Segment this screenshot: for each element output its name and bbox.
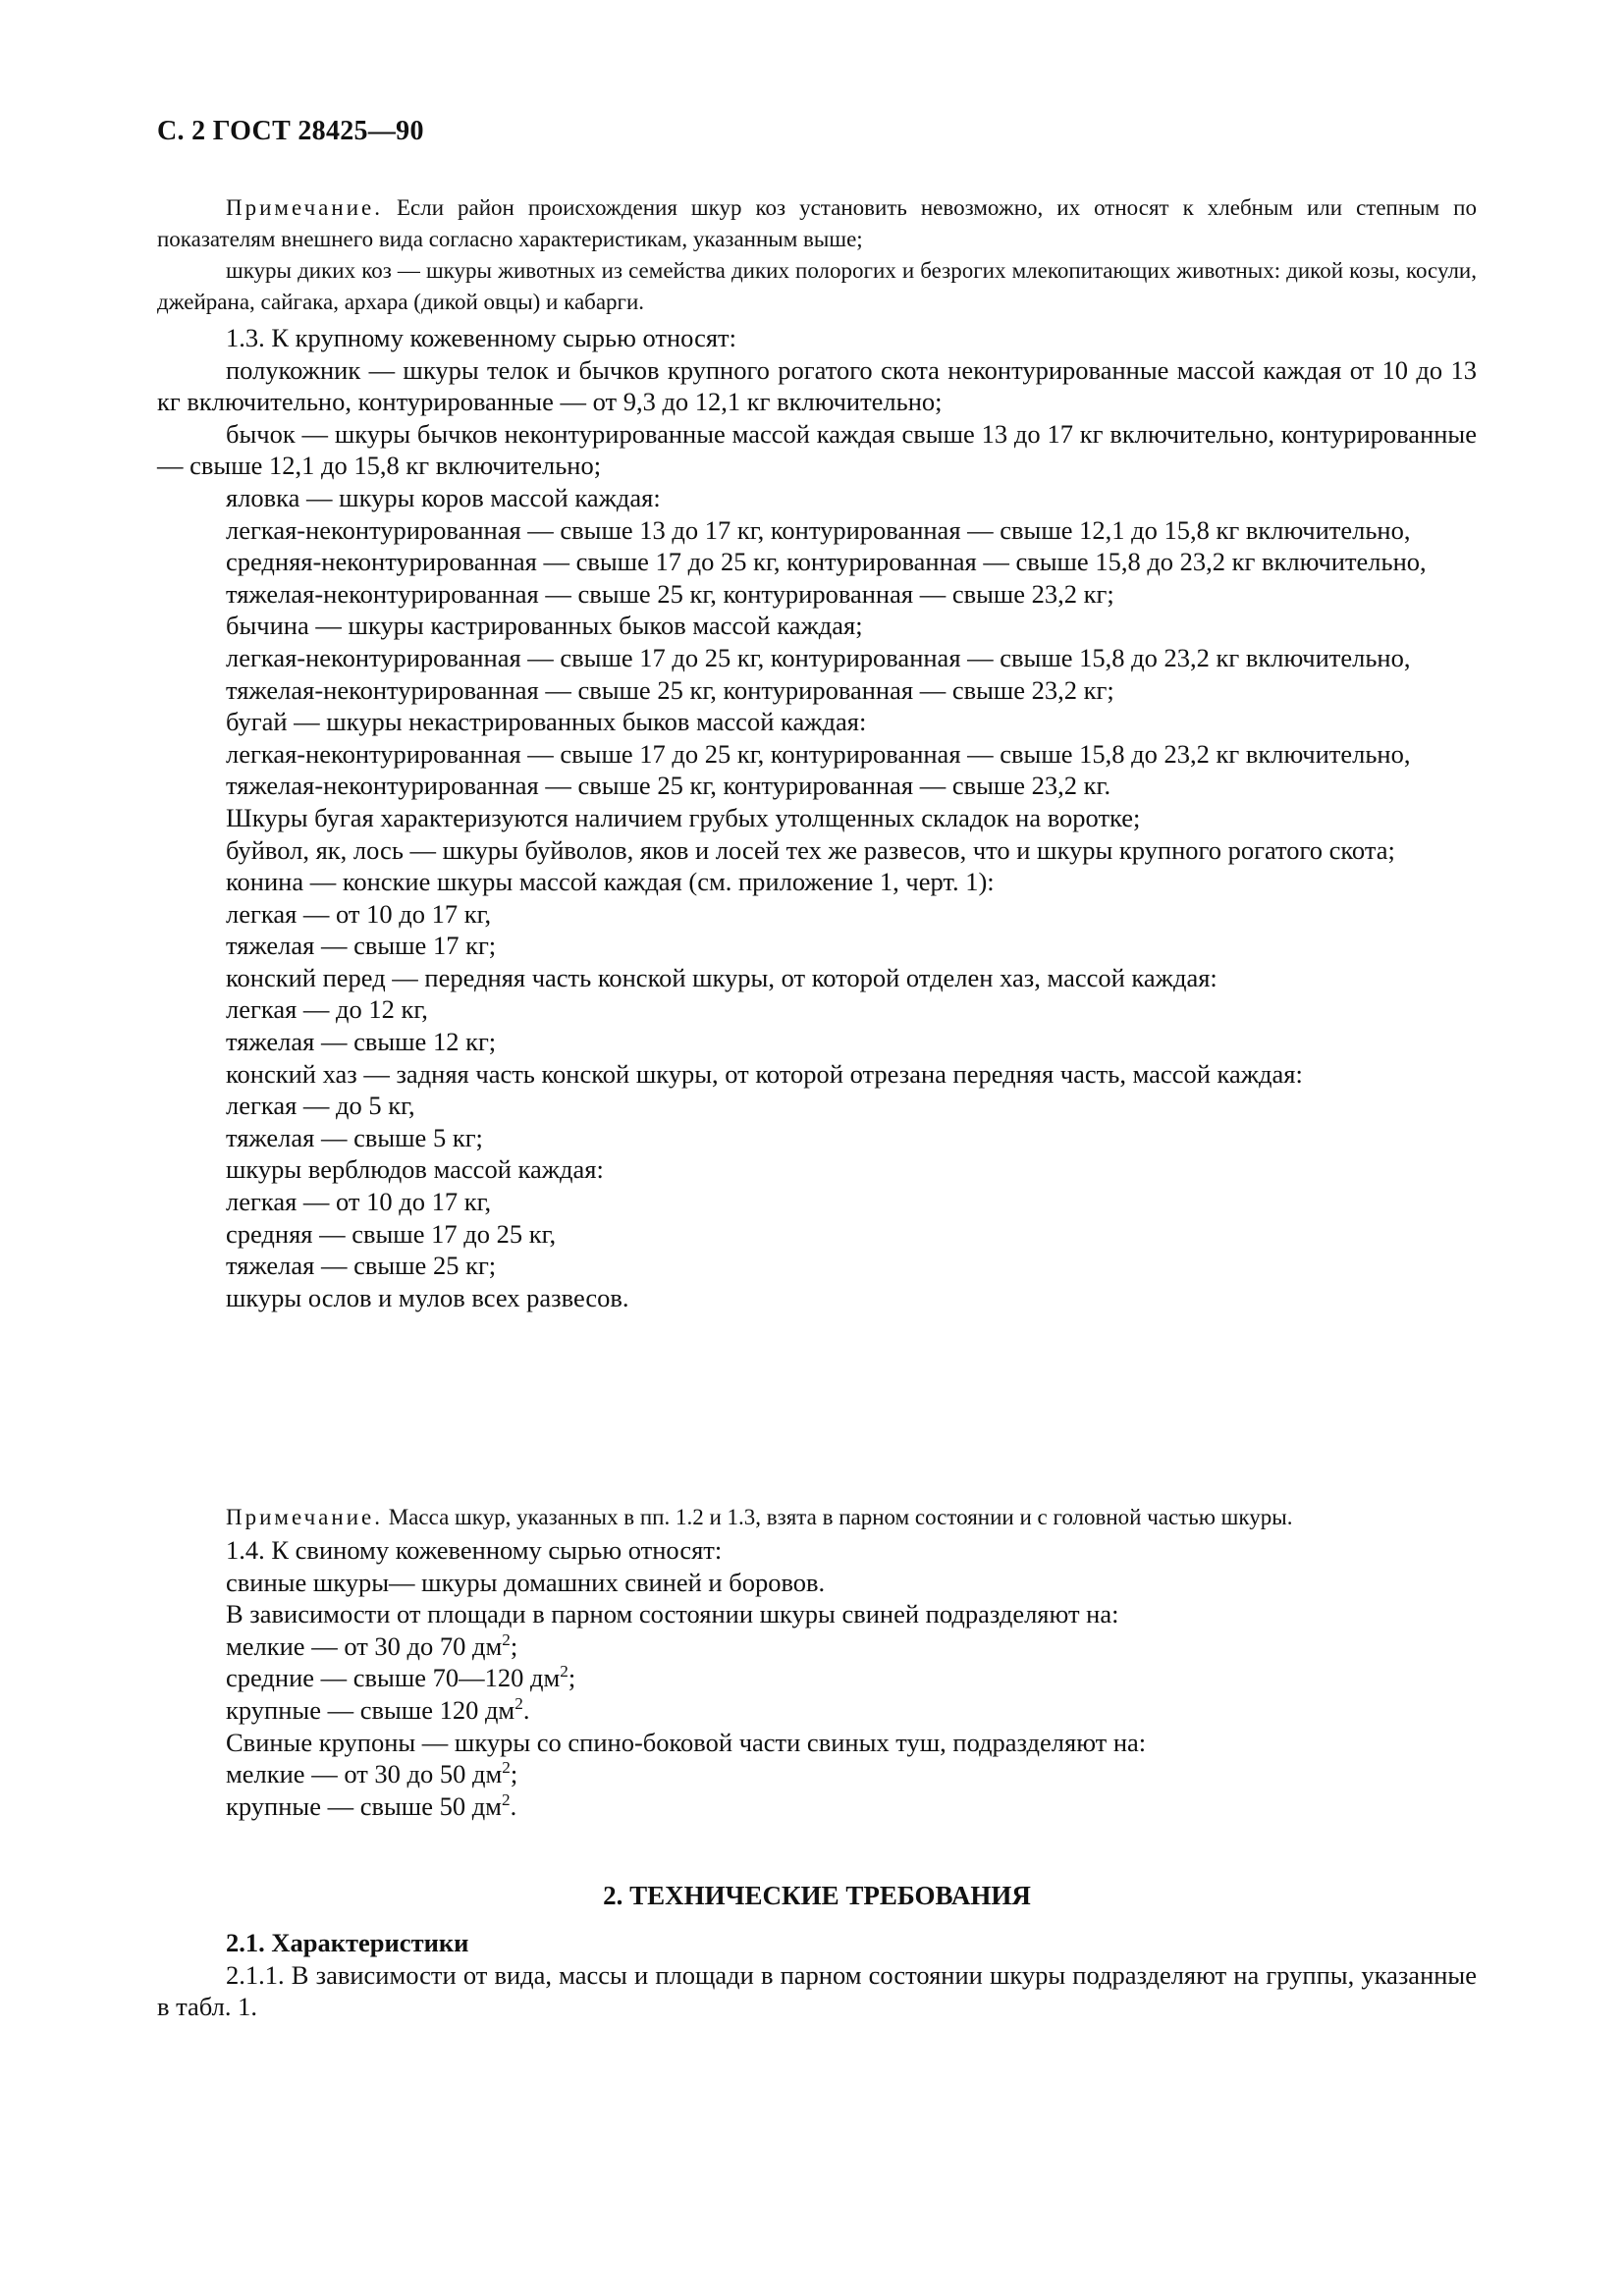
list-item: тяжелая — свыше 17 кг; bbox=[226, 931, 497, 961]
note-1-wild-goats: шкуры диких коз — шкуры животных из семейства диких полорогих и безрогих млекопитающих животных: дикой козы, косули, джейрана, сайгака, архара (дикой овцы) и кабарги. bbox=[157, 258, 1477, 314]
item-end: ; bbox=[510, 1630, 518, 1661]
list-item: тяжелая-неконтурированная — свыше 25 кг, контурированная — свыше 23,2 кг. bbox=[226, 771, 1111, 801]
item-text: крупные — свыше 50 дм bbox=[226, 1790, 502, 1821]
item-text: средние — свыше 70—120 дм bbox=[226, 1663, 561, 1693]
note-1-label: Примечание. bbox=[226, 195, 383, 220]
item-text: мелкие — от 30 до 50 дм bbox=[226, 1759, 503, 1789]
item-text: крупные — свыше 120 дм bbox=[226, 1694, 515, 1725]
list-item: легкая — до 12 кг, bbox=[226, 994, 428, 1025]
list-item: конина — конские шкуры массой каждая (см. приложение 1, черт. 1): bbox=[226, 867, 995, 897]
superscript: 2 bbox=[514, 1694, 523, 1714]
paragraph: 2.1.1. В зависимости от вида, массы и площади в парном состоянии шкуры подразделяют на группы, указанные в табл. 1. bbox=[157, 1959, 1477, 2022]
list-item bbox=[157, 1790, 1477, 1823]
list-item: тяжелая — свыше 12 кг; bbox=[226, 1027, 497, 1057]
superscript: 2 bbox=[502, 1629, 511, 1649]
list-item: средняя — свыше 17 до 25 кг, bbox=[226, 1218, 557, 1249]
note-2 bbox=[226, 1503, 1492, 1532]
item-end: ; bbox=[568, 1663, 576, 1693]
list-item: легкая — до 5 кг, bbox=[226, 1091, 415, 1121]
note-2-text: Масса шкур, указанных в пп. 1.2 и 1.3, взята в парном состоянии и с головной частью шкуры. bbox=[382, 1505, 1293, 1529]
section-1-3 bbox=[157, 322, 1477, 1313]
list-item: тяжелая — свыше 25 кг; bbox=[226, 1251, 497, 1281]
item-end: . bbox=[522, 1694, 530, 1725]
list-item: легкая — от 10 до 17 кг, bbox=[226, 898, 492, 929]
note-1-paragraph bbox=[157, 192, 1477, 255]
item-end: . bbox=[510, 1790, 517, 1821]
list-item bbox=[157, 1662, 1477, 1694]
list-item: тяжелая-неконтурированная — свыше 25 кг, контурированная — свыше 23,2 кг; bbox=[226, 674, 1114, 705]
item-end: ; bbox=[510, 1759, 518, 1789]
item-text: мелкие — от 30 до 70 дм bbox=[226, 1630, 503, 1661]
list-item: бычина — шкуры кастрированных быков массой каждая; bbox=[226, 611, 863, 641]
list-item: полукожник — шкуры телок и бычков крупного рогатого скота неконтурированные массой каждая от 10 до 13 кг включительно, контурированные — от 9,3 до 12,1 кг включительно; bbox=[157, 354, 1477, 417]
section-2-title: 2. ТЕХНИЧЕСКИЕ ТРЕБОВАНИЯ bbox=[603, 1881, 1031, 1911]
list-item: яловка — шкуры коров массой каждая: bbox=[226, 482, 661, 512]
list-item: шкуры верблюдов массой каждая: bbox=[226, 1154, 604, 1185]
list-item: буйвол, як, лось — шкуры буйволов, яков и лосей тех же развесов, что и шкуры крупного рогатого скота; bbox=[226, 834, 1395, 865]
list-item: легкая-неконтурированная — свыше 17 до 25 кг, контурированная — свыше 15,8 до 23,2 кг включительно, bbox=[226, 642, 1411, 672]
list-item: тяжелая — свыше 5 кг; bbox=[226, 1122, 483, 1152]
section-1-3-heading: 1.3. К крупному кожевенному сырью относят: bbox=[226, 323, 736, 352]
list-item: шкуры ослов и мулов всех развесов. bbox=[226, 1282, 629, 1312]
section-2-1 bbox=[157, 1927, 1477, 2023]
section-1-4-heading: 1.4. К свиному кожевенному сырью относят: bbox=[226, 1535, 723, 1565]
superscript: 2 bbox=[502, 1758, 511, 1778]
section-1-4 bbox=[157, 1534, 1477, 1822]
list-item bbox=[157, 1694, 1477, 1727]
list-item: легкая — от 10 до 17 кг, bbox=[226, 1187, 492, 1217]
list-item: бычок — шкуры бычков неконтурированные массой каждая свыше 13 до 17 кг включительно, контурированные — свыше 12,1 до 15,8 кг включительно; bbox=[157, 418, 1477, 481]
list-item: Шкуры бугая характеризуются наличием грубых утолщенных складок на воротке; bbox=[226, 802, 1141, 832]
list-item: бугай — шкуры некастрированных быков массой каждая: bbox=[226, 707, 867, 737]
list-item: Свиные крупоны — шкуры со спино-боковой части свиных туш, подразделяют на: bbox=[226, 1727, 1147, 1757]
list-item: средняя-неконтурированная — свыше 17 до 25 кг, контурированная — свыше 15,8 до 23,2 кг включительно, bbox=[226, 547, 1427, 577]
list-item bbox=[157, 1758, 1477, 1790]
note-2-label: Примечание. bbox=[226, 1505, 383, 1529]
list-item: легкая-неконтурированная — свыше 13 до 17 кг, контурированная — свыше 12,1 до 15,8 кг включительно, bbox=[226, 514, 1411, 545]
list-item bbox=[157, 1630, 1477, 1663]
note-1 bbox=[157, 192, 1477, 318]
list-item: тяжелая-неконтурированная — свыше 25 кг, контурированная — свыше 23,2 кг; bbox=[226, 578, 1114, 609]
superscript: 2 bbox=[560, 1662, 568, 1682]
note-1-text: Если район происхождения шкур коз установить невозможно, их относят к хлебным или степным по показателям внешнего вида согласно характеристикам, указанным выше; bbox=[157, 195, 1477, 251]
superscript: 2 bbox=[501, 1789, 511, 1809]
list-item: В зависимости от площади в парном состоянии шкуры свиней подразделяют на: bbox=[226, 1599, 1119, 1629]
list-item: конский хаз — задняя часть конской шкуры, от которой отрезана передняя часть, массой каждая: bbox=[226, 1058, 1303, 1089]
list-item: легкая-неконтурированная — свыше 17 до 25 кг, контурированная — свыше 15,8 до 23,2 кг включительно, bbox=[226, 738, 1411, 769]
list-item: конский перед — передняя часть конской шкуры, от которой отделен хаз, массой каждая: bbox=[226, 962, 1217, 992]
list-item: свиные шкуры— шкуры домашних свиней и боровов. bbox=[226, 1567, 826, 1597]
page-header: С. 2 ГОСТ 28425—90 bbox=[157, 116, 424, 146]
subsection-title: 2.1. Характеристики bbox=[226, 1928, 469, 1957]
